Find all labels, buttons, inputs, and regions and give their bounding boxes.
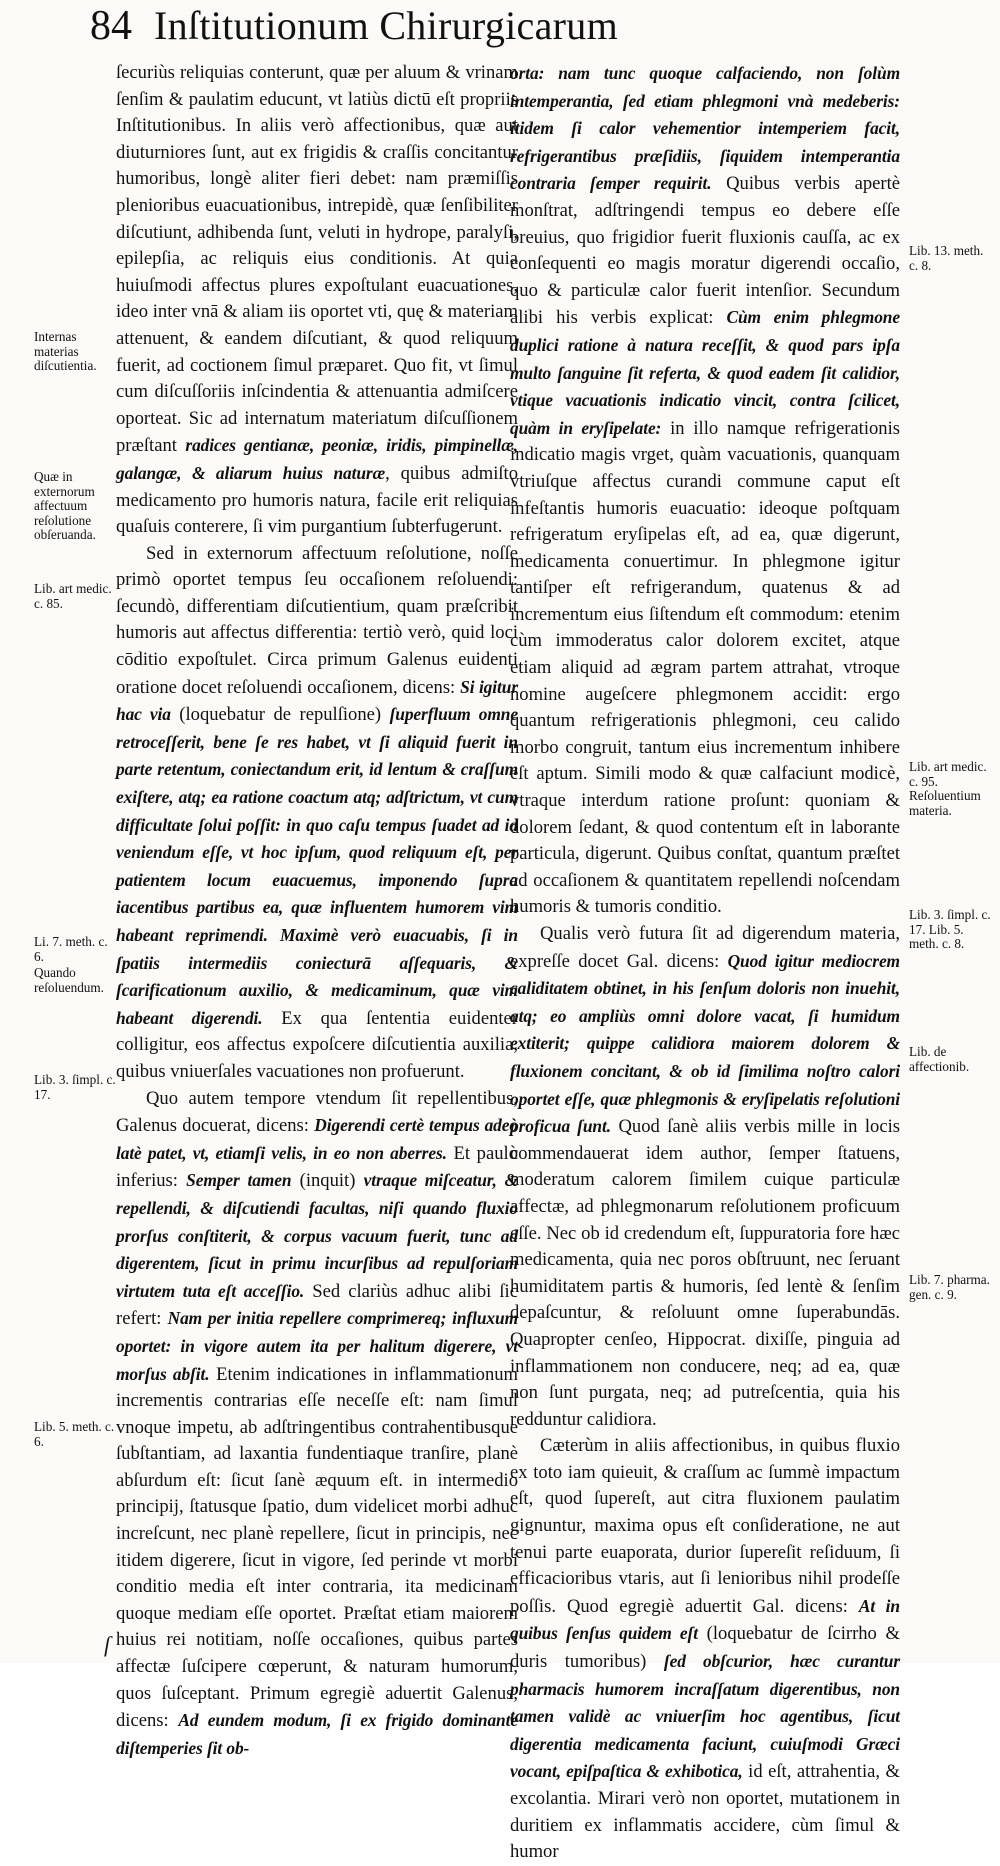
quoted-text: ſed obſcurior, hæc curantur pharmacis humorem incraſſatum digerentibus, non tamen validè ac vniuerſim hoc agentibus, ſicut digerentia medicamenta faciunt, cuiuſmodi Græci vocant, epiſpaſtica & exhibotica, [510, 1651, 900, 1782]
paragraph [116, 60, 518, 541]
paragraph [116, 1086, 518, 1763]
margin-note: Lib. art medic. c. 95. Reſoluentium materia. [909, 759, 987, 818]
paragraph [510, 921, 900, 1433]
quoted-text: orta: nam tunc quoque calfaciendo, non ſolùm intemperantia, ſed etiam phlegmoni vnà medeberis: itidem ſi calor vehementior intemperiem facit, refrigerantibus præſidiis, ſiquidem intemperantia contraria ſemper requirit. [510, 63, 900, 194]
text-run: (inquit) [291, 1170, 364, 1192]
text-run: Et paulò inferius: [116, 1142, 518, 1192]
text-run: in illo namque refrigerationis indicatio magis vrget, quàm vacuationis, quanquam vtriuſque affectus curandi commune caput eſt infeſtantis humoris euacuatio: ideoque poſtquam refrigeratum eryſipelas eſt, ad ea, quæ digerunt, medicamenta conuertimur. In phlegmone igitur tantiſper eſt refrigerandum, quatenus & ad incrementum eius ſiſtendum eſt commodum: etenim cùm immoderatus calor dolorem excitet, atque etiam aliquid ad ægram partem attrahat, vtroque nomine augeſcere phlegmonem accidit: ergo quantum refrigerationis phlegmoni, ceu calido morbo congruit, tantum eius incrementum inhibere eſt aptum. Simili modo & quæ calfaciunt modicè, vtraque interdum ratione proſunt: quoniam & dolorem ſedant, & quod contentum eſt in laborante particula, digerunt. Quibus conſtat, quantum præſtet ad occaſionem & quantitatem repellendi noſcendam humoris & tumoris conditio. [510, 417, 901, 918]
margin-note: Li. 7. meth. c. 6. [34, 934, 108, 964]
quoted-text: Ad eundem modum, ſi ex frigido dominante diſtemperies ſit ob- [116, 1710, 518, 1758]
quoted-text: Nam per initia repellere comprimereq; influxum oportet: in vigore autem ita per halitum digerere, vt morſus abſit. [116, 1308, 519, 1384]
right-text-column [510, 60, 900, 1866]
text-run: Quod ſanè aliis verbis mille in locis commendauerat idem author, ſemper ſtatuens, moderatum calorem ſimilem cuique particulæ affectæ, ad phlegmonarum reſolutionem proficuum eſſe. Nec ob id credendum eſt, ſuppuratoria fore hæc medicamenta, quia nec poros obſtruunt, nec ſeruant humiditatem partis & humoris, ſed lentè & ſenſim depaſcuntur, & reſoluunt omne ſuperabundās. Quapropter cenſeo, Hippocrat. dixiſſe, pinguia ad inflammationem non conducere, neq; ad ea, quæ non ſunt purgata, neq; ad putreſcentia, quia his redduntur calidiora. [510, 1116, 900, 1430]
margin-note: Lib. 5. meth. c. 6. [34, 1419, 115, 1449]
margin-note: Quæ in externorum affectuum reſolutione obſeruanda. [34, 469, 96, 543]
margin-note: Lib. 3. ſimpl. c. 17. Lib. 5. meth. c. 8. [909, 907, 991, 952]
page-number: 84 [90, 3, 132, 49]
quoted-text: vtraque miſceatur, & repellendi, & diſcutiendi facultas, niſi quando fluxio prorſus conſtiterit, & corpus vacuum fuerit, tunc ad digerentem, ſicut in primu incurſibus ad repulſoriam virtutem tuta eſt acceſſio. [116, 1170, 518, 1301]
text-run: Qualis verò futura ſit ad digerendum materia, expreſſe docet Gal. dicens: [510, 923, 900, 972]
text-run: Quibus verbis apertè monſtrat, adſtringendi tempus eo debere eſſe breuius, quo frigidior fuerit fluxionis cauſſa, ac ex conſequenti eo magis moratur digerendi occaſio, quo & particulæ calor fuerit intenſior. Secundum alibi his verbis explicat: [510, 173, 900, 329]
text-run: id eſt, attrahentia, & excolantia. Mirari verò non oportet, mutationem in duritiem ex inflammatis accidere, cùm ſimul & humor [510, 1761, 900, 1863]
quoted-text: Cùm enim phlegmone duplici ratione à natura receſſit, & quod pars ipſa multo ſanguine ſit referta, & quod eadem ſit calidior, vtique vacuationis indicatio vincit, contra ſcilicet, quàm in eryſipelate: [510, 307, 900, 438]
paragraph [510, 1433, 900, 1866]
left-text-column [116, 60, 518, 1762]
margin-note: Quando reſoluendum. [34, 965, 104, 995]
quoted-text: radices gentianæ, peoniæ, iridis, pimpinellæ, galangæ, & aliarum huius naturæ [116, 435, 518, 483]
text-run: Sed in externorum affectuum reſolutione, noſſe primò oportet tempus ſeu occaſionem reſoluendi: ſecundò, differentiam diſcutientium, quam præſcribit humoris aut affectus differentia: tertiò verò, quid loci cōditio expoſtulet. Circa primum Galenus euidenti oratione docet reſoluendi occaſionem, dicens: [116, 542, 518, 698]
text-run: Quo autem tempore vtendum ſit repellentibus, Galenus docuerat, dicens: [116, 1087, 518, 1137]
text-run: (loquebatur de repulſione) [170, 704, 390, 726]
quoted-text: At in quibus ſenſus quidem eſt [510, 1595, 900, 1644]
quoted-text: ſuperfluum omne retroceſſerit, bene ſe res habet, vt ſi aliquid fuerit in parte retentum, coniectandum erit, id lentum & craſſum exiſtere, atq; ea ratione coactum atq; adſtrictum, vt cum difficultate ſolui poſſit: in quo caſu tempus ſuadet ad id veniendum eſſe, vt hoc ipſum, quod reliquum eſt, per patientem locum euacuemus, imponendo ſupra iacentibus partibus ea, quæ influentem humorem vim habeant reprimendi. Maximè verò euacuabis, ſi in ſpatiis intermediis coniecturā aſſequaris, & ſcarificationum auxilio, & medicaminum, quæ vim habeant digerendi. [116, 704, 518, 1028]
running-title: Inſtitutionum Chirurgicarum [154, 3, 618, 48]
footer-mark: ſ [104, 1632, 111, 1657]
quoted-text: Si igitur hac via [116, 676, 518, 725]
paragraph [116, 541, 518, 1086]
margin-note: Lib. 7. pharma. gen. c. 9. [909, 1272, 990, 1302]
text-run: (loquebatur de ſcirrho & duris tumoribus) [510, 1623, 901, 1673]
text-run: , quibus admiſto medicamento pro humoris natura, facile erit reliquias quaſuis conterere, ſi vim purgantium ſubterfugerunt. [116, 462, 519, 538]
margin-note: Lib. 3. ſimpl. c. 17. [34, 1072, 116, 1102]
quoted-text: Quod igitur mediocrem caliditatem obtinet, in his ſenſum doloris non inuehit, atq; eo ampliùs omni dolore vacat, ſi humidum extiterit; quippe calidiora maiorem dolorem & fluxionem concitant, & ob id ſimilima noſtro calori oportet eſſe, quæ phlegmonis & eryſipelatis reſolutioni proficua ſunt. [510, 950, 900, 1137]
margin-note: Internas materias diſcutientia. [34, 329, 97, 374]
quoted-text: Semper tamen [186, 1170, 292, 1191]
margin-note: Lib. art medic. c. 85. [34, 581, 112, 611]
text-run: ſecuriùs reliquias conterunt, quæ per aluum & vrinam ſenſim & paulatim educunt, vt latiùs dictū eſt propriis Inſtitutionibus. In aliis verò affectionibus, quæ aut diuturniores ſunt, aut ex frigidis & craſſis concitantur humoribus, longè aliter fieri debet: nam præmiſſis plenioribus euacuationibus, intrepidè, quæ ſenſibiliter diſcutiunt, adhibenda ſunt, veluti in hydrope, paralyſi, epilepſia, ac reliquis eius conditionis. At quia huiuſmodi affectus plures expoſtulant euacuationes, ideo inter vnā & aliam iis oportet vti, quę & materiam attenuent, & eandem diſcutiant, & quod reliquum fuerit, ad coctionem ſimul præparet. Quo fit, vt ſimul cum diſcuſſoriis inſcindentia & attenuantia admiſcere oporteat. Sic ad internatum materiatum diſcuſſionem præſtant [116, 62, 518, 457]
text-run: Ex qua ſententia euidenter colligitur, eos affectus expoſcere diſcutientia auxilia, quibus vniuerſales vacuationes non profuerunt. [116, 1007, 518, 1082]
text-run: Sed clariùs adhuc alibi ſic refert: [116, 1280, 518, 1330]
quoted-text: Digerendi certè tempus adeò latè patet, vt, etiamſi velis, in eo non aberres. [116, 1115, 518, 1163]
margin-note: Lib. 13. meth. c. 8. [909, 243, 984, 273]
text-run: Cæterùm in aliis affectionibus, in quibus fluxio ex toto iam quieuit, & craſſum ac ſummè impactum eſt, quod ſupereſt, aut citra fluxionem paulatim gignuntur, maxima opus eſt conſideratione, ne aut tenui parte euaporata, durior ſupereſit reſiduum, ſi efficacioribus vtaris, aut ſi lenioribus nihil prodeſſe poſſis. Quod egregiè aduertit Gal. dicens: [510, 1435, 900, 1617]
text-run: Etenim indicationes in inflammationum incrementis contrarias eſſe neceſſe eſt: nam ſimul vnoque impetu, ab adſtringentibus contrahentibusque ſubſtantiam, ad laxantia fundentiaque tranſire, planè abſurdum eſt: ſicut ſanè æquum eſt. in intermedio principij, ſtatusque ſpatio, dum videlicet morbi adhuc increſcunt, nec planè repellere, ſicut in principis, nec itidem digerere, ſicut in vigore, ſed perinde vt morbi conditio media eſt inter contraria, ita medicinam quoque mediam eſſe oportet. Præſtat etiam maiorem huius rei notitiam, noſſe occaſiones, quibus partes affectæ ſuſcipere cœperunt, & naturam humorum, quos ſuſceptant. Primum egregiè aduertit Galenus, dicens: [116, 1363, 518, 1732]
paragraph [510, 60, 900, 921]
margin-note: Lib. de affectionib. [909, 1044, 970, 1074]
